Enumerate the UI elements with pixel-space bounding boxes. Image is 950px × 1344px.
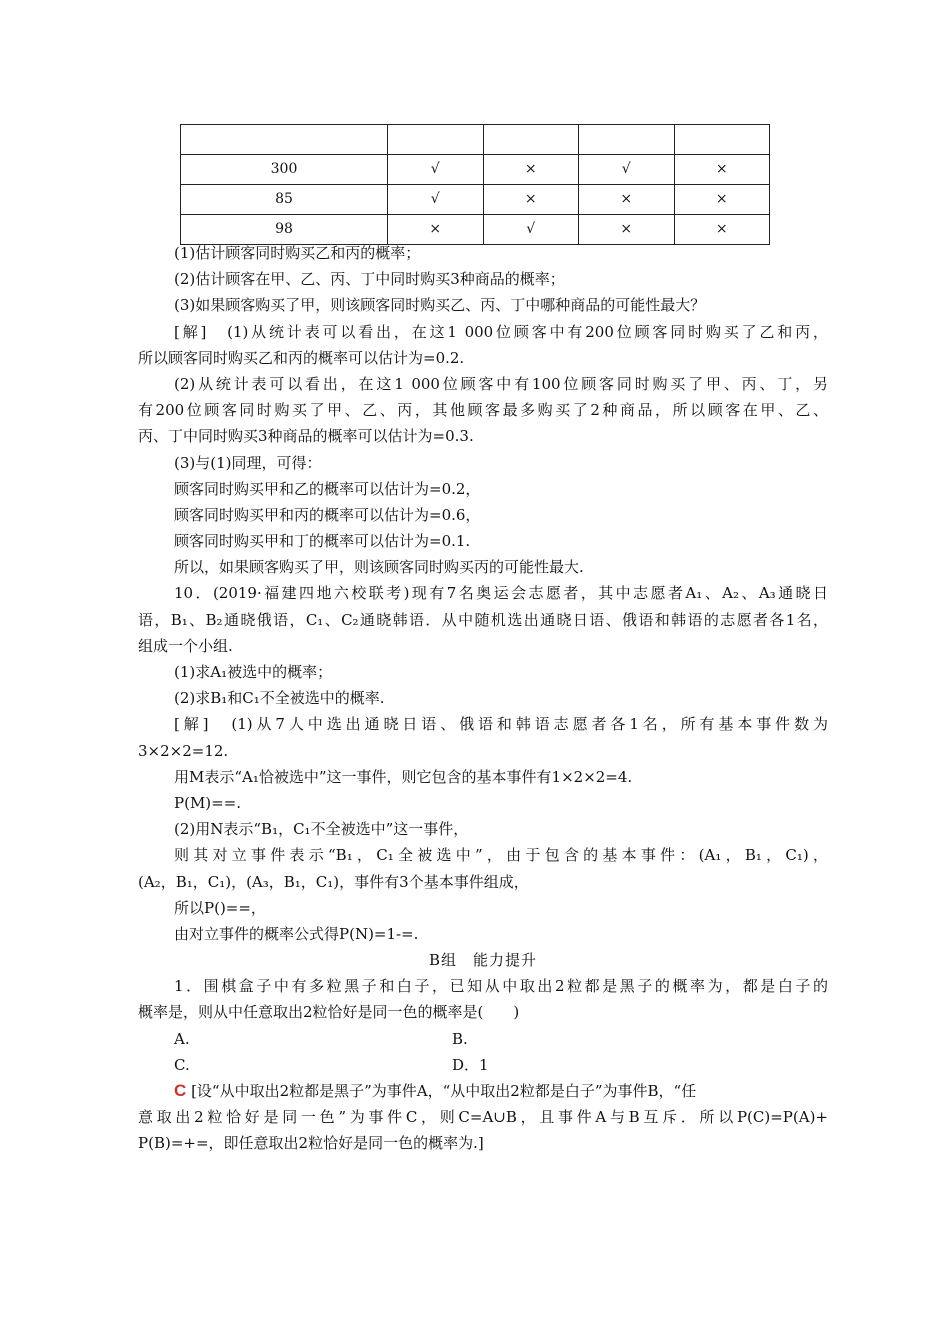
solution-line: 由对立事件的概率公式得P(N)=1-=. [174, 924, 419, 943]
purchase-mark-cell: √ [579, 155, 675, 185]
customer-count-cell: 98 [181, 215, 388, 245]
purchase-mark-cell: × [388, 215, 484, 245]
solution-line: 所以顾客同时购买乙和丙的概率可以估计为=0.2. [138, 348, 465, 367]
problem-10-part-1: (1)求A₁被选中的概率； [174, 663, 333, 681]
table-row [181, 155, 770, 185]
solution-line: 用M表示“A₁恰被选中”这一事件，则它包含的基本事件有1×2×2=4. [174, 767, 633, 786]
text-body [138, 240, 828, 1157]
solution-line: (2)从统计表可以看出，在这1 000位顾客中有100位顾客同时购买了甲、丙、丁，另 [174, 374, 828, 393]
answer-label: C [174, 1081, 187, 1100]
solution-line: [解] (1)从7人中选出通晓日语、俄语和韩语志愿者各1名，所有基本事件数为 [174, 715, 828, 734]
purchase-mark-cell [674, 125, 770, 155]
solution-line: 有200位顾客同时购买了甲、乙、丙，其他顾客最多购买了2种商品，所以顾客在甲、乙、 [138, 401, 828, 420]
solution-line: 顾客同时购买甲和丙的概率可以估计为=0.6， [174, 505, 481, 524]
table-row [181, 125, 770, 155]
answer-explanation: [设“从中取出2粒都是黑子”为事件A，“从中取出2粒都是白子”为事件B，“任 [191, 1082, 697, 1100]
purchase-mark-cell: × [579, 185, 675, 215]
purchase-stats-table [180, 124, 770, 245]
answer-explanation: 意取出2粒恰好是同一色”为事件C，则C=A∪B，且事件A与B互斥．所以P(C)=P(A)+ [138, 1108, 828, 1127]
solution-line: 顾客同时购买甲和乙的概率可以估计为=0.2， [174, 479, 481, 498]
problem-1-text: 1．围棋盒子中有多粒黑子和白子，已知从中取出2粒都是黑子的概率为，都是白子的 [174, 977, 828, 996]
problem-10-text: 10．(2019·福建四地六校联考)现有7名奥运会志愿者，其中志愿者A₁、A₂、A₃通晓日 [174, 584, 828, 603]
table-row [181, 185, 770, 215]
problem-1-text: 概率是，则从中任意取出2粒恰好是同一色的概率是( ) [138, 1003, 520, 1022]
solution-line: 所以P()==， [174, 898, 266, 917]
solution-line: [解] (1)从统计表可以看出，在这1 000位顾客中有200位顾客同时购买了乙和丙， [174, 322, 828, 341]
solution-line: 丙、丁中同时购买3种商品的概率可以估计为=0.3. [138, 427, 474, 446]
answer-explanation: P(B)=+=，即任意取出2粒恰好是同一色的概率为.] [138, 1134, 484, 1153]
solution-line: 顾客同时购买甲和丁的概率可以估计为=0.1. [174, 532, 471, 551]
solution-line: 则其对立事件表示“B₁，C₁全被选中”，由于包含的基本事件：(A₁，B₁，C₁)， [174, 846, 828, 865]
purchase-mark-cell: × [674, 155, 770, 185]
purchase-mark-cell: × [579, 215, 675, 245]
answer-line [138, 1078, 828, 1104]
option-a: A. [174, 1029, 190, 1048]
purchase-mark-cell: √ [388, 155, 484, 185]
problem-10-text: 语，B₁、B₂通晓俄语，C₁、C₂通晓韩语．从中随机选出通晓日语、俄语和韩语的志愿者各1名， [138, 610, 828, 629]
purchase-mark-cell [388, 125, 484, 155]
section-heading: B组 能力提升 [428, 951, 538, 970]
solution-conclusion: 所以，如果顾客购买了甲，则该顾客同时购买丙的可能性最大. [174, 558, 584, 577]
purchase-mark-cell: × [674, 215, 770, 245]
purchase-mark-cell: × [483, 185, 579, 215]
purchase-mark-cell [579, 125, 675, 155]
solution-line: (A₂，B₁，C₁)，(A₃，B₁，C₁)，事件有3个基本事件组成， [138, 872, 529, 891]
purchase-mark-cell: √ [388, 185, 484, 215]
question-part-1: (1)估计顾客同时购买乙和丙的概率； [174, 244, 421, 262]
problem-10-part-2: (2)求B₁和C₁不全被选中的概率. [174, 689, 385, 708]
purchase-mark-cell: × [674, 185, 770, 215]
option-d: D．1 [452, 1055, 489, 1074]
solution-line: 3×2×2=12. [138, 741, 229, 760]
options-row [138, 1026, 828, 1052]
option-c: C. [174, 1055, 190, 1074]
customer-count-cell [181, 125, 388, 155]
purchase-mark-cell [483, 125, 579, 155]
options-row [138, 1052, 828, 1078]
question-part-2: (2)估计顾客在甲、乙、丙、丁中同时购买3种商品的概率； [174, 270, 565, 289]
purchase-mark-cell: × [483, 155, 579, 185]
solution-line: P(M)==. [174, 793, 242, 812]
question-part-3: (3)如果顾客购买了甲，则该顾客同时购买乙、丙、丁中哪种商品的可能性最大？ [174, 296, 706, 315]
purchase-mark-cell: √ [483, 215, 579, 245]
customer-count-cell: 85 [181, 185, 388, 215]
solution-line: (2)用N表示“B₁，C₁不全被选中”这一事件， [174, 820, 469, 839]
customer-count-cell: 300 [181, 155, 388, 185]
solution-line: (3)与(1)同理，可得： [174, 453, 322, 472]
option-b: B. [452, 1029, 468, 1048]
problem-10-text: 组成一个小组. [138, 636, 233, 655]
